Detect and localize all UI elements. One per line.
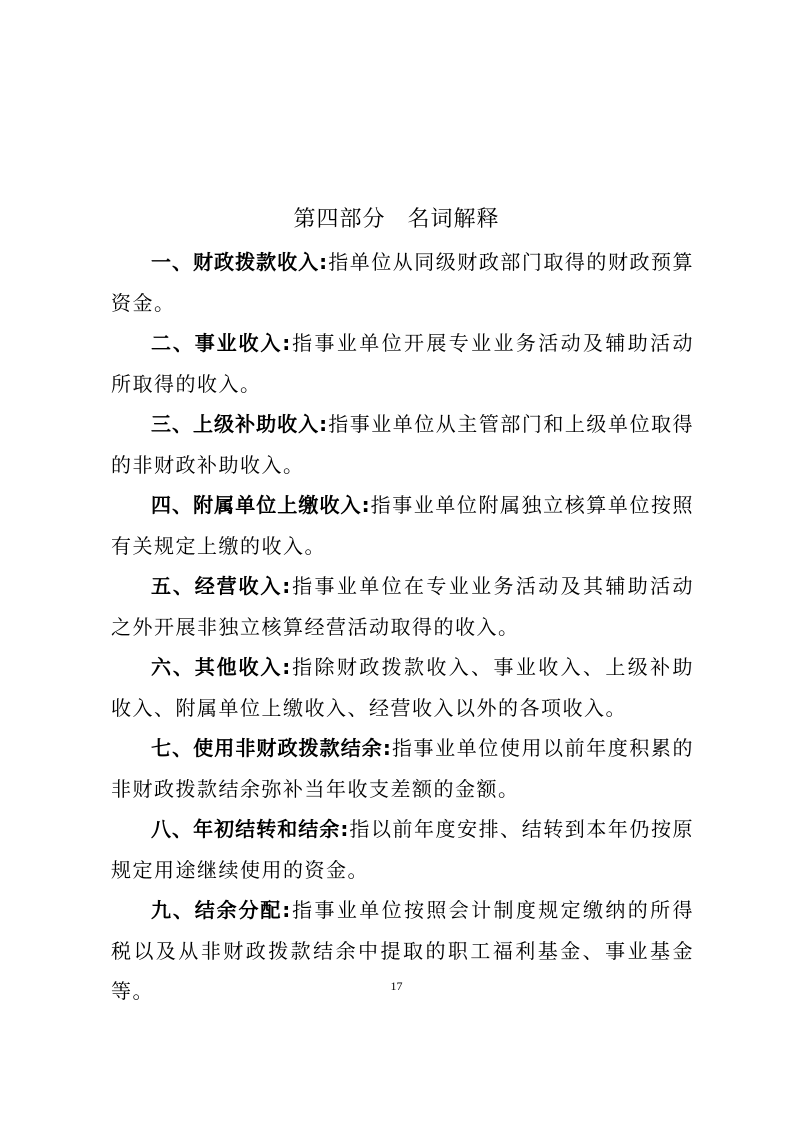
entry-definition: 指单位从同级财政部门取得的财政预算资金。 — [111, 250, 695, 315]
entry-term: 五、经营收入: — [151, 574, 292, 598]
title-part: 第四部分 — [293, 207, 386, 232]
page-title — [0, 202, 793, 238]
entry-term: 二、事业收入: — [151, 331, 292, 355]
entry-term: 七、使用非财政拨款结余: — [151, 736, 392, 760]
title-name: 名词解释 — [407, 207, 500, 232]
glossary-entry — [111, 242, 694, 323]
entry-definition: 指事业单位在专业业务活动及其辅助活动之外开展非独立核算经营活动取得的收入。 — [111, 574, 694, 639]
entry-definition: 指以前年度安排、结转到本年仍按原规定用途继续使用的资金。 — [111, 817, 694, 882]
entry-definition: 指事业单位使用以前年度积累的非财政拨款结余弥补当年收支差额的金额。 — [111, 736, 695, 801]
glossary-entry — [111, 647, 694, 728]
glossary-entry — [111, 809, 694, 890]
entry-definition: 指事业单位从主管部门和上级单位取得的非财政补助收入。 — [111, 412, 695, 477]
glossary-entry — [111, 404, 694, 485]
entry-definition: 指事业单位开展专业业务活动及辅助活动所取得的收入。 — [111, 331, 694, 396]
glossary-entry — [111, 485, 694, 566]
entry-term: 六、其他收入: — [151, 655, 292, 679]
entry-definition: 指除财政拨款收入、事业收入、上级补助收入、附属单位上缴收入、经营收入以外的各项收入。 — [111, 655, 694, 720]
glossary-entry — [111, 728, 694, 809]
entry-term: 四、附属单位上缴收入: — [151, 493, 371, 517]
glossary-body — [111, 242, 694, 1012]
entry-definition: 指事业单位附属独立核算单位按照有关规定上缴的收入。 — [111, 493, 695, 558]
entry-term: 九、结余分配: — [151, 898, 292, 922]
glossary-entry — [111, 566, 694, 647]
glossary-entry — [111, 323, 694, 404]
entry-definition: 指事业单位按照会计制度规定缴纳的所得税以及从非财政拨款结余中提取的职工福利基金、事业基金等。 — [111, 898, 694, 1003]
entry-term: 八、年初结转和结余: — [151, 817, 350, 841]
entry-term: 三、上级补助收入: — [151, 412, 329, 436]
entry-term: 一、财政拨款收入: — [151, 250, 329, 274]
page-number: 17 — [390, 979, 403, 993]
